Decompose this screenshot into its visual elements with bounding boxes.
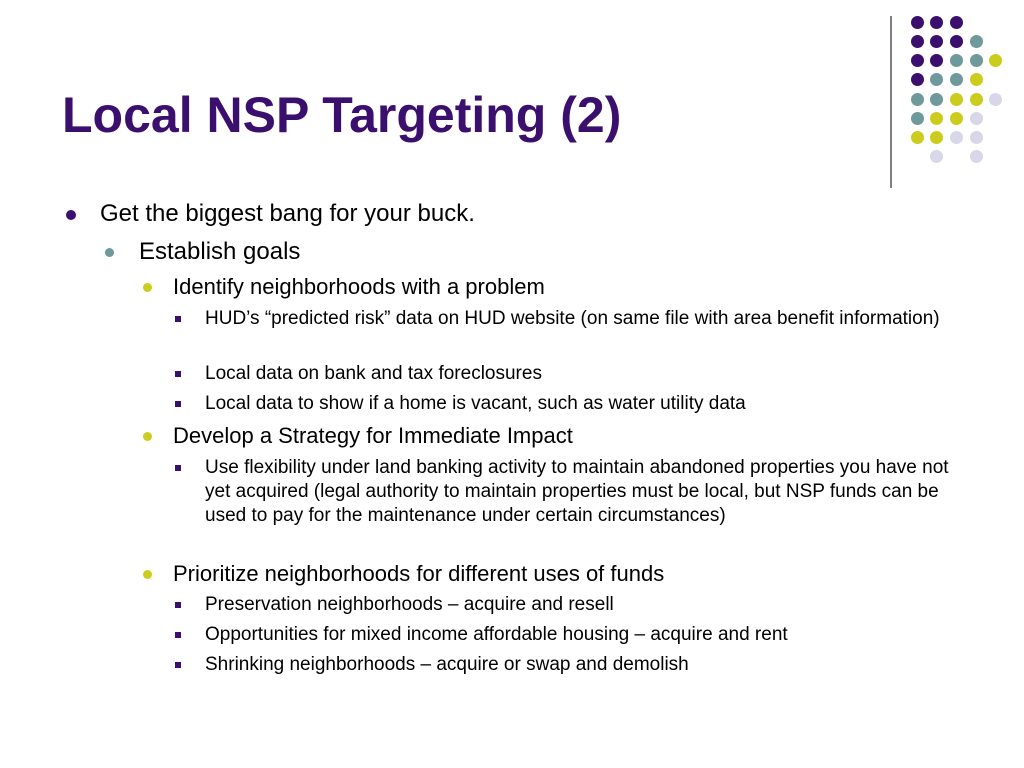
decor-dot — [911, 54, 924, 67]
bullet-level1 — [100, 200, 475, 228]
decor-dot — [970, 93, 983, 106]
decor-dot — [930, 131, 943, 144]
decor-dot — [950, 35, 963, 48]
bullet-level4 — [205, 456, 965, 528]
bullet-text: Get the biggest bang for your buck. — [100, 200, 475, 227]
bullet-dot-icon — [143, 283, 152, 292]
decor-dot — [930, 112, 943, 125]
decor-dot — [930, 150, 943, 163]
decor-dot — [970, 150, 983, 163]
bullet-text: Establish goals — [139, 238, 301, 265]
square-bullet-icon — [175, 316, 181, 322]
square-bullet-icon — [175, 465, 181, 471]
decor-dot — [970, 131, 983, 144]
slide-title: Local NSP Targeting (2) — [62, 87, 622, 143]
square-bullet-icon — [175, 632, 181, 638]
decor-dot — [930, 54, 943, 67]
vertical-divider — [890, 16, 892, 188]
decor-dot — [930, 93, 943, 106]
bullet-level3 — [173, 274, 545, 300]
decor-dot — [970, 112, 983, 125]
decor-dot — [911, 73, 924, 86]
square-bullet-icon — [175, 401, 181, 407]
decor-dot — [911, 112, 924, 125]
decor-dot — [930, 73, 943, 86]
bullet-level4 — [205, 362, 542, 386]
decor-dot — [950, 54, 963, 67]
bullet-text: Prioritize neighborhoods for different uses of funds — [173, 561, 665, 586]
decor-dot — [950, 73, 963, 86]
decor-dot — [970, 35, 983, 48]
square-bullet-icon — [175, 662, 181, 668]
bullet-level4 — [205, 623, 788, 647]
bullet-text: Preservation neighborhoods – acquire and resell — [205, 594, 614, 615]
decor-dot — [950, 131, 963, 144]
bullet-dot-icon — [143, 432, 152, 441]
bullet-level3 — [173, 561, 664, 587]
bullet-level4 — [205, 392, 746, 416]
bullet-level4 — [205, 653, 689, 677]
square-bullet-icon — [175, 602, 181, 608]
bullet-text: Opportunities for mixed income affordable housing – acquire and rent — [205, 624, 788, 645]
bullet-text: Use flexibility under land banking activity to maintain abandoned properties you have not yet acquired (legal authority to maintain properties must be local, but NSP funds can be used to pay for the maintenance under certain circumstances) — [205, 457, 949, 526]
decor-dot — [911, 35, 924, 48]
bullet-dot-icon — [143, 570, 152, 579]
bullet-level3 — [173, 423, 573, 449]
decor-dot — [950, 93, 963, 106]
bullet-text: Develop a Strategy for Immediate Impact — [173, 423, 573, 448]
decor-dot — [989, 93, 1002, 106]
bullet-text: HUD’s “predicted risk” data on HUD website (on same file with area benefit information) — [205, 308, 940, 329]
decor-dot — [911, 131, 924, 144]
decor-dot — [989, 54, 1002, 67]
bullet-text: Shrinking neighborhoods – acquire or swap and demolish — [205, 654, 689, 675]
decor-dot — [911, 16, 924, 29]
decor-dot — [950, 112, 963, 125]
bullet-dot-icon — [105, 248, 114, 257]
decor-dot — [930, 35, 943, 48]
decor-dot — [950, 16, 963, 29]
decor-dot — [930, 16, 943, 29]
bullet-text: Local data on bank and tax foreclosures — [205, 363, 542, 384]
square-bullet-icon — [175, 371, 181, 377]
bullet-text: Identify neighborhoods with a problem — [173, 274, 545, 299]
bullet-level4 — [205, 307, 965, 331]
decor-dot — [970, 54, 983, 67]
decor-dot — [911, 93, 924, 106]
bullet-level2 — [139, 238, 300, 266]
bullet-text: Local data to show if a home is vacant, such as water utility data — [205, 393, 746, 414]
bullet-dot-icon — [66, 210, 76, 220]
dot-grid-decoration — [911, 16, 1011, 166]
bullet-level4 — [205, 593, 614, 617]
decor-dot — [970, 73, 983, 86]
